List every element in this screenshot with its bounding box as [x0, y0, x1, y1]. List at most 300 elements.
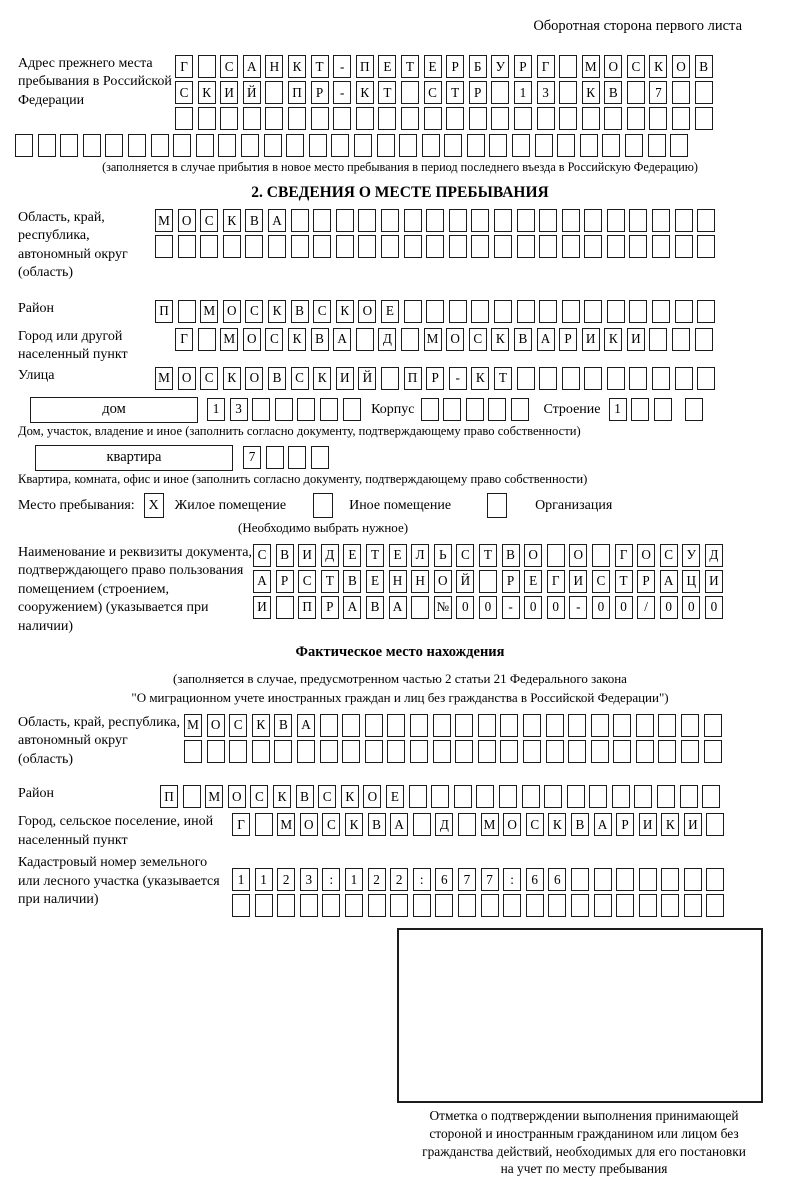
char-cell[interactable] — [196, 134, 214, 157]
char-cell[interactable]: А — [390, 813, 408, 836]
char-cell[interactable]: П — [160, 785, 178, 808]
char-cell[interactable] — [443, 398, 461, 421]
char-cell[interactable] — [491, 81, 509, 104]
char-cell[interactable]: Б — [469, 55, 487, 78]
char-cell[interactable]: М — [277, 813, 295, 836]
char-cell[interactable] — [421, 398, 439, 421]
char-cell[interactable] — [381, 209, 399, 232]
char-cell[interactable] — [604, 107, 622, 130]
char-cell[interactable]: К — [471, 367, 489, 390]
char-cell[interactable]: : — [413, 868, 431, 891]
char-cell[interactable]: О — [300, 813, 318, 836]
char-cell[interactable] — [455, 714, 473, 737]
char-cell[interactable]: 1 — [207, 398, 225, 421]
char-cell[interactable]: М — [220, 328, 238, 351]
char-cell[interactable] — [697, 300, 715, 323]
char-cell[interactable]: Г — [175, 55, 193, 78]
char-cell[interactable]: С — [200, 367, 218, 390]
char-cell[interactable] — [218, 134, 236, 157]
char-cell[interactable]: У — [682, 544, 700, 567]
char-cell[interactable] — [580, 134, 598, 157]
char-cell[interactable] — [681, 714, 699, 737]
char-cell[interactable]: В — [311, 328, 329, 351]
char-cell[interactable]: К — [548, 813, 566, 836]
char-cell[interactable]: - — [502, 596, 520, 619]
char-cell[interactable] — [15, 134, 33, 157]
char-cell[interactable] — [672, 81, 690, 104]
char-cell[interactable]: Т — [321, 570, 339, 593]
char-cell[interactable]: М — [205, 785, 223, 808]
char-cell[interactable] — [404, 209, 422, 232]
char-cell[interactable] — [422, 134, 440, 157]
char-cell[interactable]: Д — [378, 328, 396, 351]
char-cell[interactable] — [517, 300, 535, 323]
char-cell[interactable] — [562, 235, 580, 258]
char-cell[interactable]: Т — [378, 81, 396, 104]
char-cell[interactable]: К — [604, 328, 622, 351]
char-cell[interactable]: Т — [479, 544, 497, 567]
char-cell[interactable]: 7 — [481, 868, 499, 891]
char-cell[interactable] — [424, 107, 442, 130]
char-cell[interactable]: 0 — [456, 596, 474, 619]
char-cell[interactable]: О — [503, 813, 521, 836]
char-cell[interactable]: - — [333, 81, 351, 104]
char-cell[interactable]: Е — [524, 570, 542, 593]
char-cell[interactable] — [657, 785, 675, 808]
char-cell[interactable] — [661, 894, 679, 917]
char-cell[interactable]: П — [404, 367, 422, 390]
char-cell[interactable] — [627, 107, 645, 130]
char-cell[interactable] — [562, 209, 580, 232]
char-cell[interactable]: К — [252, 714, 270, 737]
char-cell[interactable] — [491, 107, 509, 130]
char-cell[interactable]: Й — [358, 367, 376, 390]
char-cell[interactable]: : — [503, 868, 521, 891]
char-cell[interactable] — [537, 107, 555, 130]
char-cell[interactable]: 6 — [548, 868, 566, 891]
char-cell[interactable] — [695, 107, 713, 130]
char-cell[interactable] — [220, 107, 238, 130]
char-cell[interactable]: 0 — [592, 596, 610, 619]
char-cell[interactable] — [547, 544, 565, 567]
char-cell[interactable]: О — [178, 367, 196, 390]
char-cell[interactable]: В — [276, 544, 294, 567]
char-cell[interactable] — [60, 134, 78, 157]
char-cell[interactable] — [378, 107, 396, 130]
char-cell[interactable] — [274, 740, 292, 763]
char-cell[interactable] — [546, 740, 564, 763]
char-cell[interactable] — [697, 235, 715, 258]
char-cell[interactable] — [607, 235, 625, 258]
char-cell[interactable]: А — [343, 596, 361, 619]
char-cell[interactable]: Е — [386, 785, 404, 808]
char-cell[interactable]: К — [341, 785, 359, 808]
char-cell[interactable]: Д — [435, 813, 453, 836]
fact-city-grid[interactable] — [232, 813, 729, 839]
char-cell[interactable] — [548, 894, 566, 917]
checkbox-inoe[interactable] — [313, 493, 333, 518]
char-cell[interactable]: Д — [321, 544, 339, 567]
char-cell[interactable] — [639, 894, 657, 917]
char-cell[interactable] — [265, 81, 283, 104]
char-cell[interactable] — [672, 328, 690, 351]
char-cell[interactable] — [494, 235, 512, 258]
char-cell[interactable] — [276, 596, 294, 619]
char-cell[interactable] — [300, 894, 318, 917]
char-cell[interactable] — [426, 209, 444, 232]
char-cell[interactable]: В — [604, 81, 622, 104]
char-cell[interactable]: Р — [426, 367, 444, 390]
char-cell[interactable] — [431, 785, 449, 808]
char-cell[interactable]: К — [345, 813, 363, 836]
char-cell[interactable]: М — [424, 328, 442, 351]
char-cell[interactable] — [410, 740, 428, 763]
char-cell[interactable] — [178, 300, 196, 323]
char-cell[interactable]: В — [274, 714, 292, 737]
char-cell[interactable] — [685, 398, 703, 421]
char-cell[interactable] — [591, 740, 609, 763]
char-cell[interactable] — [467, 134, 485, 157]
char-cell[interactable] — [198, 55, 216, 78]
char-cell[interactable] — [198, 107, 216, 130]
char-cell[interactable] — [568, 714, 586, 737]
char-cell[interactable]: С — [424, 81, 442, 104]
char-cell[interactable] — [207, 740, 225, 763]
char-cell[interactable] — [695, 328, 713, 351]
char-cell[interactable]: Т — [446, 81, 464, 104]
char-cell[interactable]: 0 — [660, 596, 678, 619]
char-cell[interactable] — [413, 894, 431, 917]
char-cell[interactable]: Е — [378, 55, 396, 78]
char-cell[interactable]: О — [223, 300, 241, 323]
char-cell[interactable] — [523, 740, 541, 763]
char-cell[interactable] — [175, 107, 193, 130]
char-cell[interactable] — [381, 367, 399, 390]
char-cell[interactable] — [381, 235, 399, 258]
char-cell[interactable] — [401, 81, 419, 104]
char-cell[interactable] — [559, 55, 577, 78]
char-cell[interactable] — [264, 134, 282, 157]
char-cell[interactable]: 2 — [277, 868, 295, 891]
char-cell[interactable]: В — [366, 596, 384, 619]
char-cell[interactable] — [449, 209, 467, 232]
char-cell[interactable]: О — [243, 328, 261, 351]
char-cell[interactable] — [704, 740, 722, 763]
char-cell[interactable]: Р — [502, 570, 520, 593]
char-cell[interactable] — [151, 134, 169, 157]
char-cell[interactable] — [523, 714, 541, 737]
char-cell[interactable]: С — [318, 785, 336, 808]
char-cell[interactable] — [155, 235, 173, 258]
char-cell[interactable] — [413, 813, 431, 836]
char-cell[interactable] — [706, 894, 724, 917]
char-cell[interactable] — [336, 235, 354, 258]
char-cell[interactable] — [311, 446, 329, 469]
char-cell[interactable] — [387, 714, 405, 737]
char-cell[interactable] — [602, 134, 620, 157]
char-cell[interactable]: Р — [637, 570, 655, 593]
char-cell[interactable] — [494, 300, 512, 323]
char-cell[interactable]: Р — [321, 596, 339, 619]
char-cell[interactable]: К — [491, 328, 509, 351]
char-cell[interactable]: А — [297, 714, 315, 737]
char-cell[interactable] — [539, 300, 557, 323]
char-cell[interactable] — [629, 235, 647, 258]
char-cell[interactable]: 7 — [458, 868, 476, 891]
char-cell[interactable]: 6 — [526, 868, 544, 891]
char-cell[interactable]: / — [637, 596, 655, 619]
char-cell[interactable]: Р — [559, 328, 577, 351]
char-cell[interactable]: С — [265, 328, 283, 351]
char-cell[interactable] — [629, 367, 647, 390]
char-cell[interactable]: И — [569, 570, 587, 593]
cadastral-grid[interactable] — [232, 868, 729, 920]
char-cell[interactable]: В — [571, 813, 589, 836]
char-cell[interactable]: К — [649, 55, 667, 78]
char-cell[interactable] — [358, 209, 376, 232]
char-cell[interactable] — [488, 398, 506, 421]
char-cell[interactable]: О — [245, 367, 263, 390]
char-cell[interactable] — [571, 868, 589, 891]
char-cell[interactable]: А — [243, 55, 261, 78]
char-cell[interactable]: Ь — [434, 544, 452, 567]
char-cell[interactable]: : — [322, 868, 340, 891]
char-cell[interactable] — [313, 235, 331, 258]
char-cell[interactable] — [625, 134, 643, 157]
char-cell[interactable] — [567, 785, 585, 808]
char-cell[interactable] — [616, 868, 634, 891]
char-cell[interactable] — [517, 367, 535, 390]
char-cell[interactable]: Т — [615, 570, 633, 593]
char-cell[interactable] — [479, 570, 497, 593]
char-cell[interactable]: С — [627, 55, 645, 78]
char-cell[interactable]: К — [288, 328, 306, 351]
char-cell[interactable]: 2 — [390, 868, 408, 891]
char-cell[interactable]: С — [250, 785, 268, 808]
char-cell[interactable] — [616, 894, 634, 917]
char-cell[interactable]: П — [298, 596, 316, 619]
char-cell[interactable]: К — [356, 81, 374, 104]
char-cell[interactable] — [331, 134, 349, 157]
char-cell[interactable] — [458, 813, 476, 836]
char-cell[interactable]: Й — [243, 81, 261, 104]
char-cell[interactable]: К — [582, 81, 600, 104]
char-cell[interactable] — [629, 209, 647, 232]
char-cell[interactable]: О — [524, 544, 542, 567]
char-cell[interactable] — [568, 740, 586, 763]
char-cell[interactable] — [562, 300, 580, 323]
char-cell[interactable] — [546, 714, 564, 737]
char-cell[interactable] — [672, 107, 690, 130]
char-cell[interactable] — [286, 134, 304, 157]
char-cell[interactable]: Р — [311, 81, 329, 104]
char-cell[interactable] — [499, 785, 517, 808]
char-cell[interactable] — [500, 740, 518, 763]
char-cell[interactable] — [241, 134, 259, 157]
char-cell[interactable] — [627, 81, 645, 104]
char-cell[interactable] — [255, 894, 273, 917]
char-cell[interactable] — [426, 235, 444, 258]
char-cell[interactable] — [471, 235, 489, 258]
char-cell[interactable]: П — [155, 300, 173, 323]
char-cell[interactable] — [584, 300, 602, 323]
char-cell[interactable] — [652, 209, 670, 232]
char-cell[interactable]: К — [288, 55, 306, 78]
char-cell[interactable]: С — [469, 328, 487, 351]
char-cell[interactable] — [503, 894, 521, 917]
fact-region-grid[interactable] — [184, 714, 726, 766]
char-cell[interactable] — [449, 300, 467, 323]
char-cell[interactable] — [648, 134, 666, 157]
char-cell[interactable]: 1 — [345, 868, 363, 891]
char-cell[interactable]: № — [434, 596, 452, 619]
char-cell[interactable]: С — [526, 813, 544, 836]
char-cell[interactable]: 7 — [243, 446, 261, 469]
char-cell[interactable] — [559, 107, 577, 130]
char-cell[interactable] — [320, 398, 338, 421]
char-cell[interactable] — [411, 596, 429, 619]
char-cell[interactable]: Г — [615, 544, 633, 567]
char-cell[interactable]: О — [358, 300, 376, 323]
char-cell[interactable] — [322, 894, 340, 917]
char-cell[interactable]: А — [537, 328, 555, 351]
char-cell[interactable] — [309, 134, 327, 157]
char-cell[interactable]: С — [660, 544, 678, 567]
char-cell[interactable]: - — [449, 367, 467, 390]
char-cell[interactable]: А — [389, 596, 407, 619]
char-cell[interactable]: М — [155, 209, 173, 232]
char-cell[interactable]: О — [604, 55, 622, 78]
char-cell[interactable] — [365, 740, 383, 763]
char-cell[interactable] — [522, 785, 540, 808]
house-type-box[interactable]: дом — [30, 397, 198, 423]
char-cell[interactable] — [697, 367, 715, 390]
char-cell[interactable] — [252, 398, 270, 421]
char-cell[interactable]: В — [291, 300, 309, 323]
char-cell[interactable]: О — [178, 209, 196, 232]
char-cell[interactable] — [198, 328, 216, 351]
char-cell[interactable] — [83, 134, 101, 157]
char-cell[interactable] — [173, 134, 191, 157]
char-cell[interactable] — [297, 740, 315, 763]
char-cell[interactable] — [426, 300, 444, 323]
char-cell[interactable] — [342, 740, 360, 763]
char-cell[interactable]: 3 — [300, 868, 318, 891]
char-cell[interactable] — [562, 367, 580, 390]
char-cell[interactable] — [469, 107, 487, 130]
char-cell[interactable] — [500, 714, 518, 737]
char-cell[interactable] — [636, 740, 654, 763]
char-cell[interactable] — [706, 813, 724, 836]
char-cell[interactable]: 0 — [479, 596, 497, 619]
char-cell[interactable]: К — [223, 209, 241, 232]
char-cell[interactable] — [401, 328, 419, 351]
char-cell[interactable] — [223, 235, 241, 258]
char-cell[interactable] — [433, 714, 451, 737]
char-cell[interactable] — [471, 209, 489, 232]
char-cell[interactable] — [478, 740, 496, 763]
char-cell[interactable] — [478, 714, 496, 737]
char-cell[interactable]: Т — [401, 55, 419, 78]
char-cell[interactable] — [702, 785, 720, 808]
char-cell[interactable]: Е — [381, 300, 399, 323]
char-cell[interactable]: М — [582, 55, 600, 78]
char-cell[interactable] — [365, 714, 383, 737]
char-cell[interactable]: О — [434, 570, 452, 593]
char-cell[interactable]: К — [268, 300, 286, 323]
char-cell[interactable]: К — [661, 813, 679, 836]
char-cell[interactable] — [594, 868, 612, 891]
char-cell[interactable]: Р — [446, 55, 464, 78]
char-cell[interactable]: В — [343, 570, 361, 593]
prev-address-grid[interactable] — [175, 55, 717, 133]
char-cell[interactable] — [695, 81, 713, 104]
char-cell[interactable] — [517, 209, 535, 232]
char-cell[interactable] — [410, 714, 428, 737]
char-cell[interactable] — [654, 398, 672, 421]
char-cell[interactable]: 0 — [547, 596, 565, 619]
char-cell[interactable]: К — [273, 785, 291, 808]
char-cell[interactable]: П — [356, 55, 374, 78]
char-cell[interactable]: И — [298, 544, 316, 567]
char-cell[interactable] — [591, 714, 609, 737]
street-grid[interactable] — [155, 367, 720, 393]
char-cell[interactable]: У — [491, 55, 509, 78]
char-cell[interactable] — [255, 813, 273, 836]
char-cell[interactable] — [354, 134, 372, 157]
char-cell[interactable] — [652, 235, 670, 258]
char-cell[interactable] — [105, 134, 123, 157]
char-cell[interactable]: 1 — [232, 868, 250, 891]
char-cell[interactable] — [514, 107, 532, 130]
char-cell[interactable] — [243, 107, 261, 130]
char-cell[interactable]: 0 — [524, 596, 542, 619]
char-cell[interactable]: И — [705, 570, 723, 593]
char-cell[interactable] — [404, 235, 422, 258]
char-cell[interactable] — [320, 714, 338, 737]
char-cell[interactable]: С — [592, 570, 610, 593]
char-cell[interactable] — [539, 367, 557, 390]
char-cell[interactable] — [390, 894, 408, 917]
char-cell[interactable]: Г — [175, 328, 193, 351]
char-cell[interactable]: Е — [424, 55, 442, 78]
char-cell[interactable] — [639, 868, 657, 891]
char-cell[interactable] — [649, 328, 667, 351]
char-cell[interactable]: С — [245, 300, 263, 323]
char-cell[interactable]: 1 — [609, 398, 627, 421]
char-cell[interactable]: Т — [311, 55, 329, 78]
char-cell[interactable] — [607, 209, 625, 232]
char-cell[interactable] — [245, 235, 263, 258]
char-cell[interactable] — [343, 398, 361, 421]
char-cell[interactable]: Н — [411, 570, 429, 593]
char-cell[interactable] — [466, 398, 484, 421]
char-cell[interactable]: С — [456, 544, 474, 567]
char-cell[interactable]: - — [569, 596, 587, 619]
char-cell[interactable] — [652, 300, 670, 323]
char-cell[interactable]: С — [313, 300, 331, 323]
stroenie-grid[interactable] — [609, 398, 708, 424]
korpus-grid[interactable] — [421, 398, 534, 424]
checkbox-org[interactable] — [487, 493, 507, 518]
char-cell[interactable]: Р — [616, 813, 634, 836]
char-cell[interactable] — [288, 446, 306, 469]
char-cell[interactable] — [658, 714, 676, 737]
char-cell[interactable] — [697, 209, 715, 232]
char-cell[interactable] — [404, 300, 422, 323]
char-cell[interactable] — [670, 134, 688, 157]
char-cell[interactable]: И — [684, 813, 702, 836]
